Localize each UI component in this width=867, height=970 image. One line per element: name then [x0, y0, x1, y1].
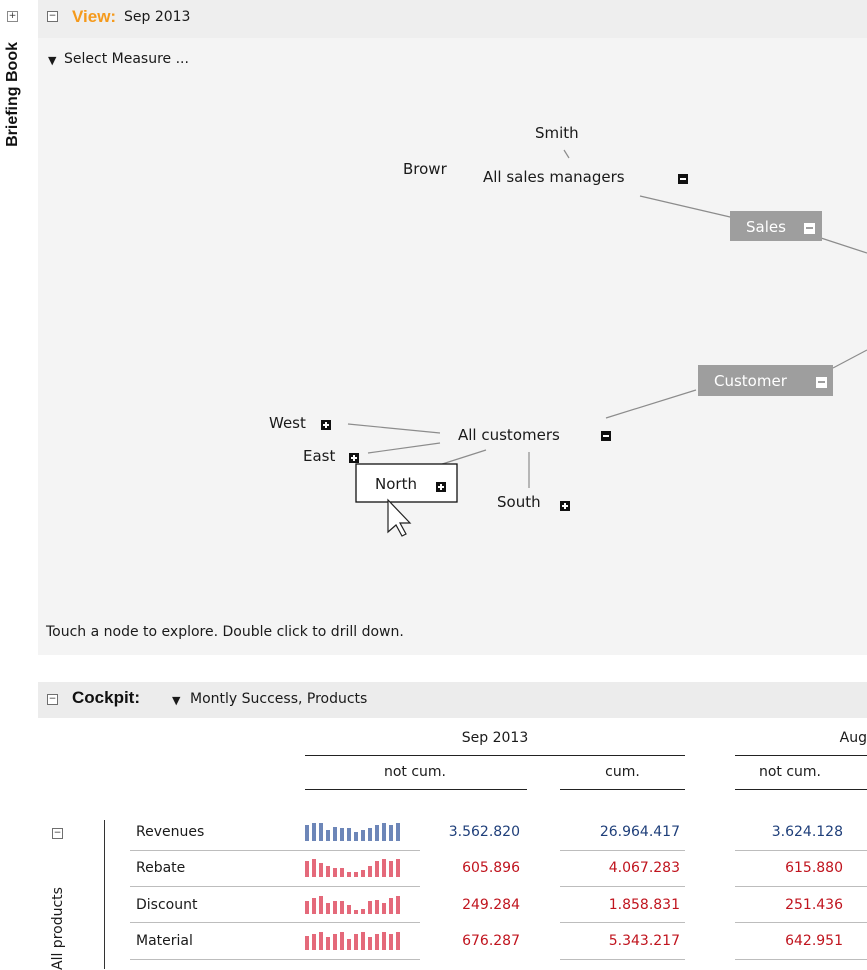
sparkline-bar — [312, 934, 316, 950]
sparkline-bar — [333, 934, 337, 950]
value-not-cum: 249.284 — [462, 897, 520, 913]
sparkline — [305, 858, 410, 878]
sparkline-bar — [396, 896, 400, 914]
value-cum: 4.067.283 — [608, 860, 680, 876]
measure-dropdown-icon[interactable]: ▼ — [48, 54, 57, 67]
sparkline-bar — [375, 934, 379, 950]
edge-sales-root — [821, 238, 867, 253]
expand-west-icon[interactable] — [321, 420, 331, 430]
sparkline-bar — [382, 859, 386, 877]
node-north[interactable] — [356, 464, 457, 502]
sparkline-bar — [312, 898, 316, 914]
node-graph — [38, 38, 867, 618]
column-not-cum-aug[interactable]: not cum. — [758, 764, 822, 780]
node-customer[interactable] — [698, 365, 833, 396]
group-all-products[interactable] — [50, 852, 72, 970]
cockpit-header — [38, 682, 867, 718]
briefing-book-label: Briefing Book — [4, 42, 21, 147]
sparkline — [305, 931, 410, 951]
node-sales-label: Sales — [746, 218, 786, 236]
sparkline-bar — [340, 901, 344, 914]
edge-customer-all — [606, 390, 696, 418]
sparkline-bar — [396, 823, 400, 841]
node-all-customers[interactable]: All customers — [458, 426, 560, 444]
sparkline-bar — [354, 832, 358, 841]
sparkline-bar — [361, 870, 365, 877]
sparkline-bar — [347, 939, 351, 950]
sparkline-bar — [354, 934, 358, 950]
sparkline-bar — [361, 932, 365, 950]
sparkline-bar — [340, 828, 344, 841]
sparkline-bar — [312, 823, 316, 841]
node-sales[interactable] — [730, 211, 822, 241]
mouse-cursor-icon — [388, 500, 410, 536]
sparkline-bar — [361, 909, 365, 914]
expand-briefing-book-button[interactable]: + — [8, 11, 17, 21]
row-divider — [560, 922, 685, 923]
collapse-view-button[interactable]: − — [48, 11, 57, 21]
row-divider — [560, 959, 685, 960]
header-rule — [305, 755, 685, 756]
node-west[interactable]: West — [269, 414, 306, 432]
sparkline-bar — [326, 937, 330, 950]
value-not-cum: 676.287 — [462, 933, 520, 949]
collapse-customers-icon[interactable] — [601, 431, 611, 441]
node-east[interactable]: East — [303, 447, 336, 465]
collapse-managers-icon[interactable] — [678, 174, 688, 184]
header-rule — [735, 755, 867, 756]
collapse-cockpit-button[interactable]: − — [48, 694, 57, 704]
sparkline-bar — [354, 910, 358, 914]
sparkline-bar — [333, 827, 337, 841]
value-not-cum: 3.562.820 — [448, 824, 520, 840]
sparkline — [305, 822, 410, 842]
header-rule — [560, 789, 685, 790]
sparkline-bar — [340, 932, 344, 950]
sparkline-bar — [312, 859, 316, 877]
view-period[interactable]: Sep 2013 — [124, 9, 191, 25]
sparkline-bar — [389, 934, 393, 950]
sparkline-bar — [305, 861, 309, 877]
sparkline — [305, 895, 410, 915]
sparkline-bar — [326, 830, 330, 841]
sparkline-bar — [319, 823, 323, 841]
node-smith[interactable]: Smith — [535, 124, 579, 142]
value-cum: 26.964.417 — [599, 824, 680, 840]
sparkline-bar — [368, 866, 372, 877]
sparkline-bar — [354, 872, 358, 877]
row-label: Rebate — [136, 860, 186, 876]
select-measure-dropdown[interactable]: Select Measure ... — [64, 51, 189, 67]
group-rule — [104, 820, 105, 969]
view-title: View: — [72, 7, 117, 26]
cockpit-title: Cockpit: — [72, 688, 140, 707]
value-cum: 1.858.831 — [608, 897, 680, 913]
sparkline-bar — [382, 903, 386, 914]
sparkline-bar — [382, 932, 386, 950]
node-south[interactable]: South — [497, 493, 541, 511]
cockpit-dropdown-icon[interactable]: ▼ — [172, 694, 181, 707]
row-divider — [130, 922, 420, 923]
value-cum: 5.343.217 — [608, 933, 680, 949]
value-prev: 251.436 — [785, 897, 843, 913]
node-all-sales-managers[interactable]: All sales managers — [483, 168, 625, 186]
expand-south-icon[interactable] — [560, 501, 570, 511]
sparkline-bar — [389, 861, 393, 877]
graph-hint-text: Touch a node to explore. Double click to drill down. — [46, 624, 404, 640]
row-divider — [560, 850, 685, 851]
column-period-sep-2013[interactable]: Sep 2013 — [461, 730, 529, 746]
edge-west — [348, 424, 440, 433]
value-prev: 3.624.128 — [771, 824, 843, 840]
expand-east-icon[interactable] — [349, 453, 359, 463]
cockpit-view-dropdown[interactable]: Montly Success, Products — [190, 691, 368, 707]
sparkline-bar — [389, 898, 393, 914]
value-prev: 642.951 — [785, 933, 843, 949]
row-divider — [560, 886, 685, 887]
sparkline-bar — [326, 903, 330, 914]
row-divider — [735, 959, 867, 960]
briefing-book-tab[interactable] — [4, 42, 30, 222]
row-divider — [130, 886, 420, 887]
sparkline-bar — [319, 932, 323, 950]
header-rule — [305, 789, 527, 790]
group-label-text: All products — [50, 887, 66, 970]
sparkline-bar — [340, 868, 344, 877]
sparkline-bar — [305, 901, 309, 914]
node-customer-label: Customer — [714, 372, 787, 390]
column-cum[interactable]: cum. — [605, 764, 640, 780]
value-not-cum: 605.896 — [462, 860, 520, 876]
row-label: Material — [136, 933, 193, 949]
row-divider — [130, 850, 420, 851]
sparkline-bar — [333, 868, 337, 877]
sparkline-bar — [375, 861, 379, 877]
row-divider — [130, 959, 420, 960]
row-divider — [735, 850, 867, 851]
sparkline-bar — [347, 872, 351, 877]
sparkline-bar — [319, 896, 323, 914]
sparkline-bar — [389, 825, 393, 841]
sparkline-bar — [368, 828, 372, 841]
sparkline-bar — [382, 823, 386, 841]
edge-east — [368, 443, 440, 453]
row-divider — [735, 886, 867, 887]
node-brown[interactable]: Browr — [403, 160, 447, 178]
sparkline-bar — [396, 932, 400, 950]
edge-customer-root — [833, 350, 867, 368]
column-not-cum[interactable]: not cum. — [383, 764, 447, 780]
column-period-aug[interactable]: Aug — [839, 730, 867, 746]
sparkline-bar — [368, 937, 372, 950]
sparkline-bar — [368, 901, 372, 914]
row-label: Discount — [136, 897, 198, 913]
header-rule — [735, 789, 867, 790]
value-prev: 615.880 — [785, 860, 843, 876]
sparkline-bar — [375, 900, 379, 914]
row-divider — [735, 922, 867, 923]
edge-smith — [564, 150, 569, 158]
sparkline-bar — [347, 905, 351, 914]
sparkline-bar — [326, 866, 330, 877]
sparkline-bar — [347, 828, 351, 841]
sparkline-bar — [305, 936, 309, 950]
row-label: Revenues — [136, 824, 205, 840]
sparkline-bar — [375, 825, 379, 841]
sparkline-bar — [361, 830, 365, 841]
sparkline-bar — [319, 863, 323, 877]
sparkline-bar — [333, 901, 337, 914]
sparkline-bar — [396, 859, 400, 877]
node-north-label: North — [375, 475, 417, 493]
edge-managers-sales — [640, 196, 743, 220]
collapse-group-button[interactable]: − — [53, 828, 62, 838]
sparkline-bar — [305, 825, 309, 841]
